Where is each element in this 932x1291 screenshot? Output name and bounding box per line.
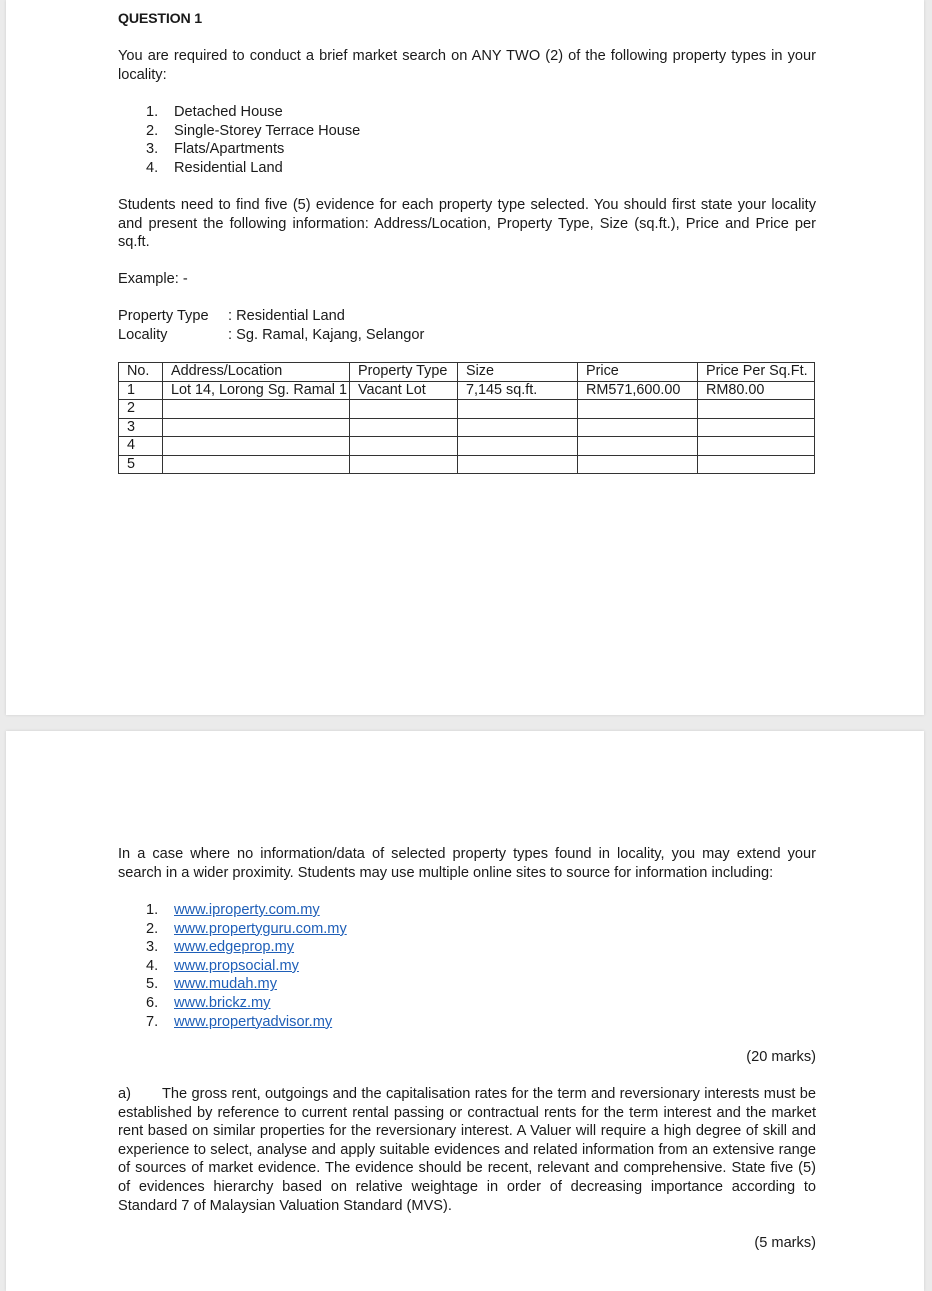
list-item: 1. Detached House (146, 104, 283, 120)
marks-main: (20 marks) (746, 1049, 816, 1065)
intro-paragraph: You are required to conduct a brief market search on ANY TWO (2) of the following property types in your locality: (118, 48, 816, 83)
list-item: 4. Residential Land (146, 159, 283, 176)
cell-size (458, 418, 578, 437)
example-locality-row (118, 326, 816, 345)
cell-size (458, 400, 578, 419)
cell-price-per-sqft: RM80.00 (698, 381, 815, 400)
cell-property-type (350, 437, 458, 456)
part-a-text: The gross rent, outgoings and the capitalisation rates for the term and reversionary interests must be established by reference to current rental passing or contractual rents for the term interest and the market rent based on similar properties for the reversionary interest. A Valuer will require a high degree of skill and experience to select, analyse and apply suitable evidences and related information from an extensive range of sources of market evidence. The evidence should be recent, relevant and comprehensive. State five (5) of evidences hierarchy based on relative weightage in order of decreasing importance according to Standard 7 of Malaysian Valuation Standard (MVS). (118, 1086, 816, 1214)
cell-property-type (350, 400, 458, 419)
list-item: 7. www.propertyadvisor.my (146, 1013, 333, 1030)
intro-block (118, 47, 816, 84)
instructions-block (118, 196, 816, 252)
header-no: No. (119, 363, 163, 382)
table-row (119, 381, 815, 400)
part-a-paragraph (118, 1085, 816, 1215)
site-list (118, 901, 816, 1031)
header-size: Size (458, 363, 578, 382)
cell-property-type (350, 455, 458, 474)
cell-no: 1 (119, 381, 163, 400)
list-item: 6. www.brickz.my (146, 994, 271, 1011)
table-row (119, 400, 815, 419)
cell-size (458, 437, 578, 456)
cell-address (163, 455, 350, 474)
header-price: Price (578, 363, 698, 382)
example-locality-value: : Sg. Ramal, Kajang, Selangor (228, 326, 425, 343)
instructions-paragraph: Students need to find five (5) evidence for each property type selected. You should first state your locality and present the following information: Address/Location, Property Type, Size (sq.ft.), Price and Price per sq.ft. (118, 197, 816, 251)
header-price-per-sqft: Price Per Sq.Ft. (698, 363, 815, 382)
table-header-row (119, 363, 815, 382)
site-link-propsocial[interactable]: www.propsocial.my (174, 957, 299, 974)
evidence-table (118, 362, 815, 474)
site-link-iproperty[interactable]: www.iproperty.com.my (174, 902, 320, 918)
cell-size: 7,145 sq.ft. (458, 381, 578, 400)
site-link-edgeprop[interactable]: www.edgeprop.my (174, 939, 295, 956)
cell-address (163, 400, 350, 419)
marks-a: (5 marks) (754, 1235, 816, 1251)
property-type-list-block (118, 103, 816, 177)
part-a-label: a) (118, 1086, 131, 1102)
site-list-block (118, 901, 816, 1031)
list-item: 4. www.propsocial.my (146, 957, 299, 974)
property-type-list (118, 103, 816, 177)
cell-no: 2 (119, 400, 163, 419)
example-property-type-key: Property Type (118, 308, 209, 324)
list-item: 3. www.edgeprop.my (146, 939, 295, 956)
cell-no: 3 (119, 418, 163, 437)
site-link-mudah[interactable]: www.mudah.my (174, 976, 277, 993)
document-page-1 (6, 0, 924, 715)
cell-price (578, 437, 698, 456)
list-item: 3. Flats/Apartments (146, 141, 285, 158)
example-details (118, 307, 816, 344)
cell-price-per-sqft (698, 437, 815, 456)
evidence-table-block (118, 362, 816, 474)
site-link-propertyadvisor[interactable]: www.propertyadvisor.my (174, 1013, 333, 1030)
cell-price (578, 455, 698, 474)
document-page-2 (6, 731, 924, 1291)
table-row (119, 418, 815, 437)
cell-price-per-sqft (698, 418, 815, 437)
example-property-type-value: : Residential Land (228, 308, 345, 324)
extend-note-paragraph: In a case where no information/data of selected property types found in locality, you may extend your search in a wider proximity. Students may use multiple online sites to source for information including: (118, 846, 816, 881)
list-item: 2. www.propertyguru.com.my (146, 920, 347, 937)
table-row (119, 437, 815, 456)
list-item: 2. Single-Storey Terrace House (146, 122, 361, 139)
header-address: Address/Location (163, 363, 350, 382)
table-row (119, 455, 815, 474)
example-label: Example: - (118, 271, 188, 287)
cell-price-per-sqft (698, 455, 815, 474)
cell-price (578, 400, 698, 419)
cell-address (163, 437, 350, 456)
cell-address: Lot 14, Lorong Sg. Ramal 1 (163, 381, 350, 400)
site-link-propertyguru[interactable]: www.propertyguru.com.my (174, 920, 347, 937)
site-link-brickz[interactable]: www.brickz.my (174, 994, 271, 1011)
example-locality-key: Locality (118, 326, 168, 343)
list-item: 1. www.iproperty.com.my (146, 902, 320, 918)
extend-note-block (118, 845, 816, 882)
question-title: QUESTION 1 (118, 11, 202, 27)
cell-no: 4 (119, 437, 163, 456)
list-item: 5. www.mudah.my (146, 976, 277, 993)
cell-size (458, 455, 578, 474)
cell-address (163, 418, 350, 437)
cell-price-per-sqft (698, 400, 815, 419)
cell-no: 5 (119, 455, 163, 474)
cell-price (578, 418, 698, 437)
part-a-block (118, 1085, 816, 1215)
example-property-type-row (118, 307, 816, 326)
cell-property-type (350, 418, 458, 437)
cell-property-type: Vacant Lot (350, 381, 458, 400)
header-property-type: Property Type (350, 363, 458, 382)
cell-price: RM571,600.00 (578, 381, 698, 400)
